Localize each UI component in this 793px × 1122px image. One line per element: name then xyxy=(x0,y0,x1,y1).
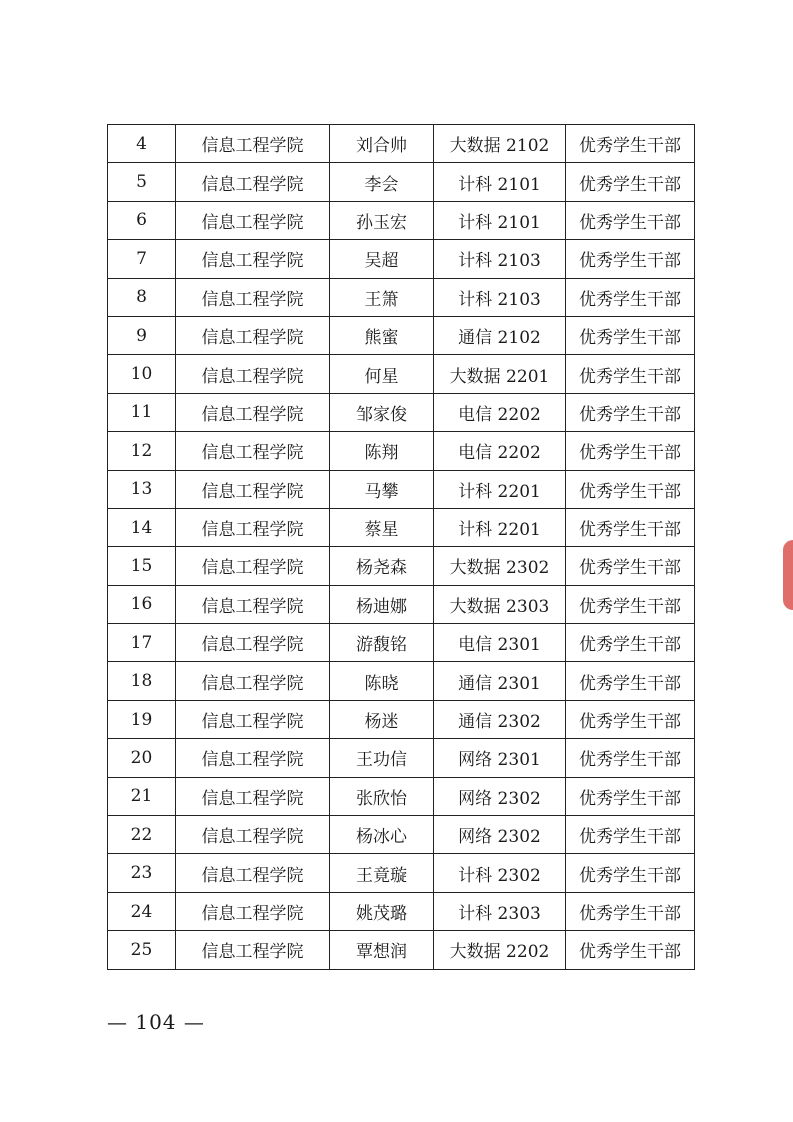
cell-award: 优秀学生干部 xyxy=(566,931,695,969)
cell-student-name: 杨尧森 xyxy=(330,547,434,585)
cell-number: 23 xyxy=(108,854,176,892)
cell-class: 电信 2202 xyxy=(434,393,566,431)
cell-award: 优秀学生干部 xyxy=(566,700,695,738)
cell-class: 计科 2101 xyxy=(434,163,566,201)
cell-student-name: 杨迪娜 xyxy=(330,585,434,623)
cell-class: 大数据 2302 xyxy=(434,547,566,585)
cell-college: 信息工程学院 xyxy=(176,508,330,546)
award-list-table xyxy=(107,124,695,970)
cell-class: 计科 2303 xyxy=(434,892,566,930)
cell-student-name: 游馥铭 xyxy=(330,624,434,662)
cell-number: 6 xyxy=(108,201,176,239)
cell-student-name: 吴超 xyxy=(330,240,434,278)
cell-award: 优秀学生干部 xyxy=(566,201,695,239)
cell-number: 16 xyxy=(108,585,176,623)
cell-award: 优秀学生干部 xyxy=(566,508,695,546)
cell-student-name: 王竟璇 xyxy=(330,854,434,892)
cell-number: 10 xyxy=(108,355,176,393)
cell-award: 优秀学生干部 xyxy=(566,432,695,470)
table-row xyxy=(108,316,695,354)
cell-college: 信息工程学院 xyxy=(176,432,330,470)
table-row xyxy=(108,470,695,508)
cell-student-name: 王箫 xyxy=(330,278,434,316)
cell-award: 优秀学生干部 xyxy=(566,777,695,815)
cell-class: 网络 2301 xyxy=(434,739,566,777)
cell-class: 通信 2302 xyxy=(434,700,566,738)
cell-student-name: 蔡星 xyxy=(330,508,434,546)
cell-number: 21 xyxy=(108,777,176,815)
cell-award: 优秀学生干部 xyxy=(566,163,695,201)
cell-college: 信息工程学院 xyxy=(176,316,330,354)
cell-student-name: 何星 xyxy=(330,355,434,393)
table-row xyxy=(108,547,695,585)
cell-number: 7 xyxy=(108,240,176,278)
table-row xyxy=(108,125,695,163)
table-row xyxy=(108,931,695,969)
cell-number: 20 xyxy=(108,739,176,777)
cell-award: 优秀学生干部 xyxy=(566,585,695,623)
cell-college: 信息工程学院 xyxy=(176,624,330,662)
cell-college: 信息工程学院 xyxy=(176,470,330,508)
cell-student-name: 杨迷 xyxy=(330,700,434,738)
cell-number: 22 xyxy=(108,816,176,854)
cell-student-name: 陈晓 xyxy=(330,662,434,700)
cell-college: 信息工程学院 xyxy=(176,278,330,316)
cell-award: 优秀学生干部 xyxy=(566,125,695,163)
table-row xyxy=(108,854,695,892)
cell-college: 信息工程学院 xyxy=(176,662,330,700)
cell-award: 优秀学生干部 xyxy=(566,547,695,585)
cell-student-name: 马攀 xyxy=(330,470,434,508)
table-row xyxy=(108,585,695,623)
cell-college: 信息工程学院 xyxy=(176,547,330,585)
table-row xyxy=(108,816,695,854)
table-row xyxy=(108,739,695,777)
cell-college: 信息工程学院 xyxy=(176,163,330,201)
cell-award: 优秀学生干部 xyxy=(566,316,695,354)
cell-award: 优秀学生干部 xyxy=(566,892,695,930)
cell-award: 优秀学生干部 xyxy=(566,816,695,854)
cell-college: 信息工程学院 xyxy=(176,931,330,969)
cell-class: 网络 2302 xyxy=(434,816,566,854)
cell-student-name: 张欣怡 xyxy=(330,777,434,815)
cell-class: 大数据 2202 xyxy=(434,931,566,969)
cell-number: 25 xyxy=(108,931,176,969)
table-row xyxy=(108,892,695,930)
cell-class: 大数据 2201 xyxy=(434,355,566,393)
cell-college: 信息工程学院 xyxy=(176,240,330,278)
cell-award: 优秀学生干部 xyxy=(566,355,695,393)
cell-number: 24 xyxy=(108,892,176,930)
cell-number: 9 xyxy=(108,316,176,354)
cell-class: 通信 2102 xyxy=(434,316,566,354)
cell-student-name: 熊蜜 xyxy=(330,316,434,354)
table-row xyxy=(108,393,695,431)
cell-number: 14 xyxy=(108,508,176,546)
cell-college: 信息工程学院 xyxy=(176,777,330,815)
cell-student-name: 覃想润 xyxy=(330,931,434,969)
table-row xyxy=(108,700,695,738)
table-row xyxy=(108,278,695,316)
table-row xyxy=(108,201,695,239)
cell-class: 计科 2101 xyxy=(434,201,566,239)
table-row xyxy=(108,662,695,700)
table-row xyxy=(108,508,695,546)
cell-class: 计科 2103 xyxy=(434,278,566,316)
cell-number: 4 xyxy=(108,125,176,163)
cell-class: 计科 2103 xyxy=(434,240,566,278)
cell-class: 通信 2301 xyxy=(434,662,566,700)
cell-class: 计科 2201 xyxy=(434,470,566,508)
cell-college: 信息工程学院 xyxy=(176,892,330,930)
cell-student-name: 姚茂璐 xyxy=(330,892,434,930)
cell-class: 网络 2302 xyxy=(434,777,566,815)
cell-college: 信息工程学院 xyxy=(176,125,330,163)
table-row xyxy=(108,624,695,662)
cell-number: 8 xyxy=(108,278,176,316)
cell-class: 计科 2201 xyxy=(434,508,566,546)
table-row xyxy=(108,777,695,815)
cell-student-name: 李会 xyxy=(330,163,434,201)
cell-award: 优秀学生干部 xyxy=(566,240,695,278)
cell-number: 11 xyxy=(108,393,176,431)
cell-college: 信息工程学院 xyxy=(176,585,330,623)
cell-award: 优秀学生干部 xyxy=(566,393,695,431)
cell-class: 大数据 2303 xyxy=(434,585,566,623)
cell-number: 18 xyxy=(108,662,176,700)
cell-student-name: 邹家俊 xyxy=(330,393,434,431)
cell-award: 优秀学生干部 xyxy=(566,624,695,662)
cell-student-name: 陈翔 xyxy=(330,432,434,470)
cell-award: 优秀学生干部 xyxy=(566,854,695,892)
cell-number: 15 xyxy=(108,547,176,585)
cell-class: 计科 2302 xyxy=(434,854,566,892)
cell-number: 13 xyxy=(108,470,176,508)
page-number: — 104 — xyxy=(107,1010,205,1034)
cell-student-name: 王功信 xyxy=(330,739,434,777)
cell-class: 电信 2301 xyxy=(434,624,566,662)
table-row xyxy=(108,355,695,393)
cell-college: 信息工程学院 xyxy=(176,393,330,431)
table-row xyxy=(108,240,695,278)
cell-college: 信息工程学院 xyxy=(176,739,330,777)
cell-student-name: 杨冰心 xyxy=(330,816,434,854)
cell-student-name: 孙玉宏 xyxy=(330,201,434,239)
cell-college: 信息工程学院 xyxy=(176,816,330,854)
cell-number: 19 xyxy=(108,700,176,738)
cell-award: 优秀学生干部 xyxy=(566,278,695,316)
cell-award: 优秀学生干部 xyxy=(566,470,695,508)
cell-number: 12 xyxy=(108,432,176,470)
cell-college: 信息工程学院 xyxy=(176,355,330,393)
cell-college: 信息工程学院 xyxy=(176,854,330,892)
table-row xyxy=(108,432,695,470)
cell-number: 5 xyxy=(108,163,176,201)
cell-college: 信息工程学院 xyxy=(176,700,330,738)
cell-class: 电信 2202 xyxy=(434,432,566,470)
red-seal-edge xyxy=(783,540,793,610)
cell-award: 优秀学生干部 xyxy=(566,662,695,700)
cell-number: 17 xyxy=(108,624,176,662)
cell-college: 信息工程学院 xyxy=(176,201,330,239)
cell-class: 大数据 2102 xyxy=(434,125,566,163)
cell-student-name: 刘合帅 xyxy=(330,125,434,163)
table-row xyxy=(108,163,695,201)
table-body xyxy=(108,125,695,970)
cell-award: 优秀学生干部 xyxy=(566,739,695,777)
